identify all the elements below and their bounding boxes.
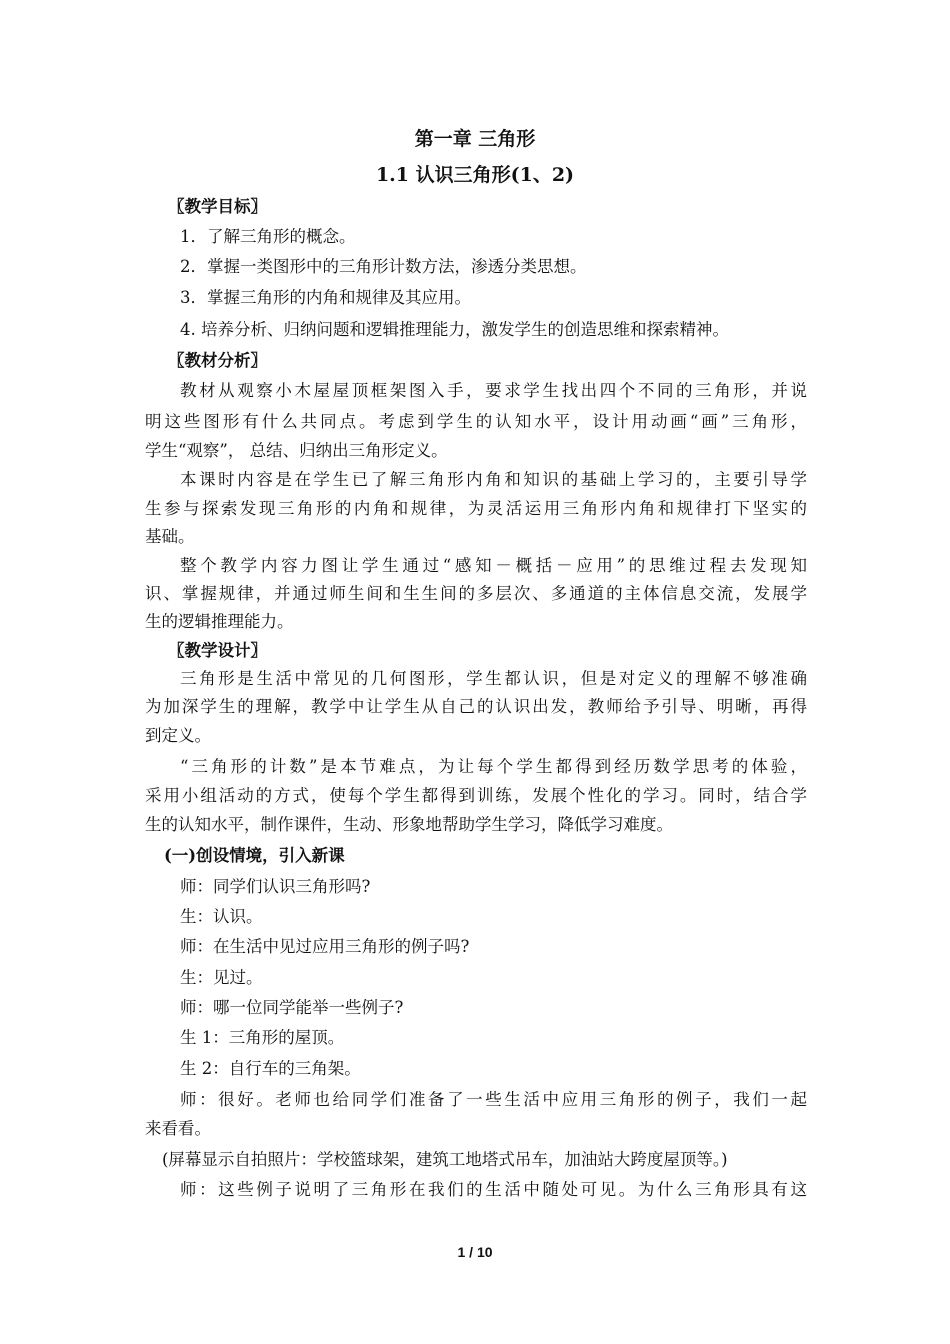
goal-item: 2．掌握一类图形中的三角形计数方法，渗透分类思想。 — [180, 257, 587, 276]
design-p2-line: 采用小组活动的方式，使每个学生都得到训练，发展个性化的学习。同时，结合学 — [145, 786, 807, 805]
material-p1-line: 明这些图形有什么共同点。考虑到学生的认知水平，设计用动画“画”三角形， — [145, 412, 807, 431]
design-p1-line: 为加深学生的理解，教学中让学生从自己的认识出发，教师给予引导、明晰，再得 — [145, 697, 807, 716]
dialogue-line: 师：在生活中见过应用三角形的例子吗? — [180, 937, 470, 956]
material-p2-line: 本课时内容是在学生已了解三角形内角和知识的基础上学习的，主要引导学 — [180, 470, 807, 489]
design-heading: 〖教学设计〗 — [168, 641, 267, 660]
dialogue-line: 生：认识。 — [180, 907, 263, 926]
material-p1-line: 学生“观察”， 总结、归纳出三角形定义。 — [145, 441, 448, 460]
dialogue-line: 生：见过。 — [180, 968, 263, 987]
last-line: 师：这些例子说明了三角形在我们的生活中随处可见。为什么三角形具有这 — [180, 1180, 807, 1199]
design-p2-line: “三角形的计数”是本节难点，为让每个学生都得到经历数学思考的体验， — [180, 757, 807, 776]
section-title: 1.1 认识三角形(1、2) — [375, 164, 575, 186]
section1-heading: (一)创设情境，引入新课 — [164, 846, 345, 865]
teacher-reply-line: 师：很好。老师也给同学们准备了一些生活中应用三角形的例子，我们一起 — [180, 1090, 807, 1109]
dialogue-line: 师：哪一位同学能举一些例子? — [180, 998, 404, 1017]
page-number: 1 / 10 — [457, 1244, 493, 1260]
material-p3-line: 识、掌握规律，并通过师生间和生生间的多层次、多通道的主体信息交流，发展学 — [145, 584, 807, 603]
dialogue-line: 生 2：自行车的三角架。 — [180, 1059, 361, 1078]
material-p2-line: 基础。 — [145, 527, 195, 546]
chapter-title: 第一章 三角形 — [414, 128, 536, 150]
design-p1-line: 三角形是生活中常见的几何图形，学生都认识，但是对定义的理解不够准确 — [180, 669, 807, 688]
material-p2-line: 生参与探索发现三角形的内角和规律，为灵活运用三角形内角和规律打下坚实的 — [145, 499, 807, 518]
dialogue-line: 生 1：三角形的屋顶。 — [180, 1028, 345, 1047]
goal-item: 4. 培养分析、归纳问题和逻辑推理能力，激发学生的创造思维和探索精神。 — [180, 320, 729, 339]
material-heading: 〖教材分析〗 — [168, 351, 267, 370]
screen-note: (屏幕显示自拍照片：学校篮球架，建筑工地塔式吊车，加油站大跨度屋顶等。) — [162, 1150, 728, 1169]
goals-heading: 〖教学目标〗 — [168, 197, 267, 216]
material-p3-line: 整个教学内容力图让学生通过“感知－概括－应用”的思维过程去发现知 — [180, 556, 807, 575]
goal-item: 1．了解三角形的概念。 — [180, 227, 356, 246]
design-p1-line: 到定义。 — [145, 726, 211, 745]
dialogue-line: 师：同学们认识三角形吗? — [180, 877, 371, 896]
material-p3-line: 生的逻辑推理能力。 — [145, 612, 294, 631]
goal-item: 3．掌握三角形的内角和规律及其应用。 — [180, 288, 471, 307]
material-p1-line: 教材从观察小木屋屋顶框架图入手，要求学生找出四个不同的三角形，并说 — [180, 381, 807, 400]
teacher-reply-line: 来看看。 — [145, 1119, 211, 1138]
design-p2-line: 生的认知水平，制作课件，生动、形象地帮助学生学习，降低学习难度。 — [145, 815, 673, 834]
